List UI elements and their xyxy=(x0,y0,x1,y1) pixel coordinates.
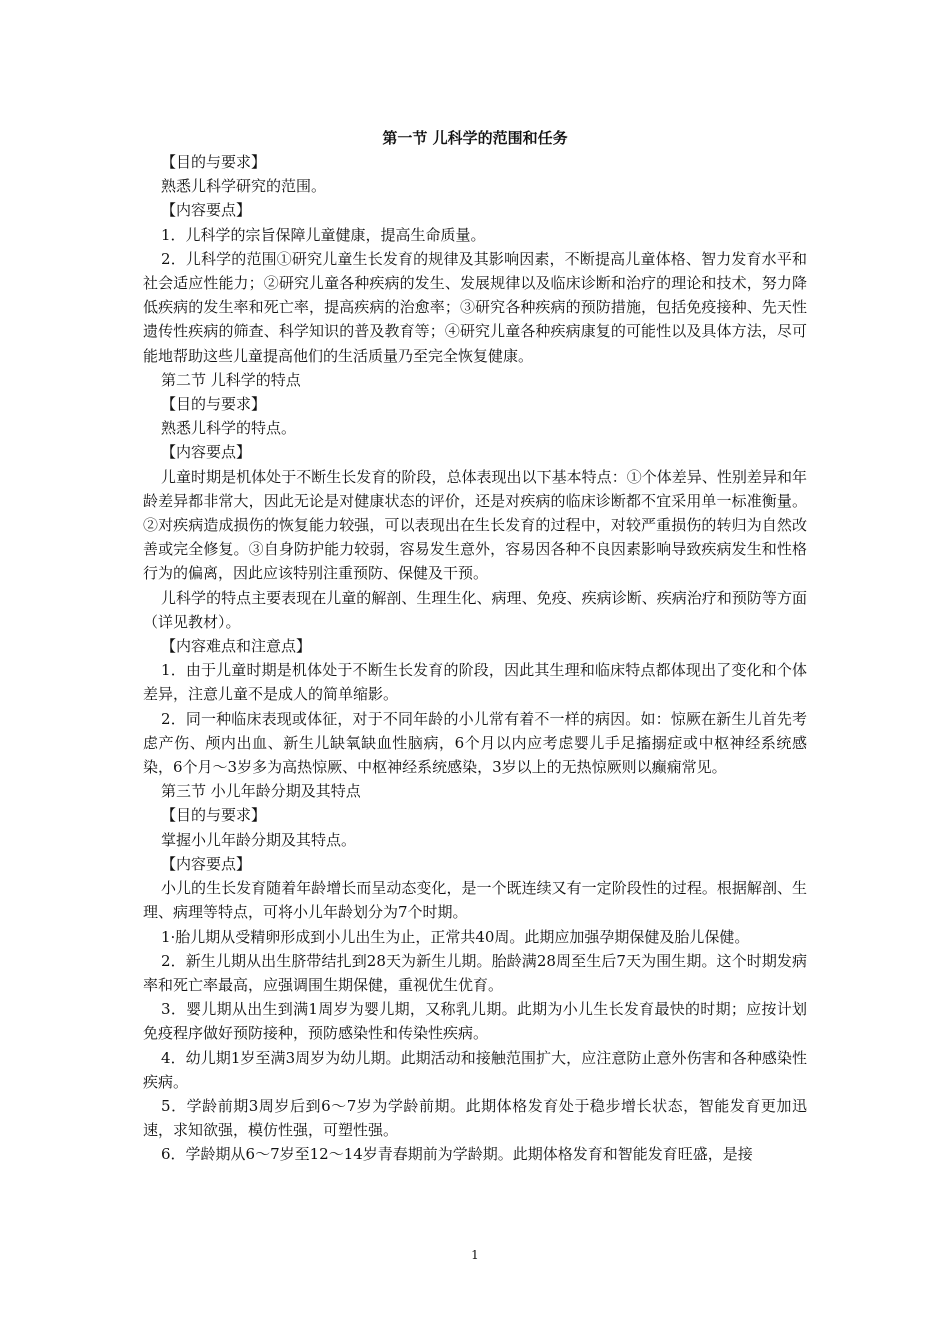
heading-goals: 【目的与要求】 xyxy=(161,153,267,171)
heading-difficulties: 【内容难点和注意点】 xyxy=(161,637,312,656)
heading-key-points: 【内容要点】 xyxy=(161,443,252,462)
paragraph: 小儿的生长发育随着年龄增长而呈动态变化，是一个既连续又有一定阶段性的过程。根据解剖、生理、病理等特点，可将小儿年龄划分为7个时期。 xyxy=(143,879,807,922)
page-number: 1 xyxy=(471,1248,479,1262)
section-heading: 第三节 小儿年龄分期及其特点 xyxy=(161,782,361,801)
paragraph: 熟悉儿科学的特点。 xyxy=(161,419,297,438)
paragraph: 1．儿科学的宗旨保障儿童健康，提高生命质量。 xyxy=(161,225,486,244)
heading-key-points: 【内容要点】 xyxy=(161,854,252,873)
paragraph: 2．儿科学的范围①研究儿童生长发育的规律及其影响因素，不断提高儿童体格、智力发育水平和社会适应性能力；②研究儿童各种疾病的发生、发展规律以及临床诊断和治疗的理论和技术，努力降低疾病的发生率和死亡率，提高疾病的治愈率；③研究各种疾病的预防措施，包括免疫接种、先天性遗传性疾病的筛查、科学知识的普及教育等；④研究儿童各种疾病康复的可能性以及具体方法，尽可能地帮助这些儿童提高他们的生活质量乃至完全恢复健康。 xyxy=(143,249,807,365)
document-body xyxy=(143,150,807,1167)
paragraph: 5．学龄前期3周岁后到6～7岁为学龄前期。此期体格发育处于稳步增长状态，智能发育更加迅速，求知欲强，模仿性强，可塑性强。 xyxy=(143,1096,807,1140)
paragraph: 1．由于儿童时期是机体处于不断生长发育的阶段，因此其生理和临床特点都体现出了变化和个体差异，注意儿童不是成人的简单缩影。 xyxy=(143,661,807,704)
paragraph: 4．幼儿期1岁至满3周岁为幼儿期。此期活动和接触范围扩大，应注意防止意外伤害和各种感染性疾病。 xyxy=(143,1048,807,1091)
heading-goals: 【目的与要求】 xyxy=(161,806,267,825)
heading-goals: 【目的与要求】 xyxy=(161,395,267,414)
paragraph: 1·胎儿期从受精卵形成到小儿出生为止，正常共40周。此期应加强孕期保健及胎儿保健。 xyxy=(161,927,750,946)
section-title: 第一节 儿科学的范围和任务 xyxy=(382,129,568,147)
section-heading: 第二节 儿科学的特点 xyxy=(161,370,301,389)
paragraph: 2．同一种临床表现或体征，对于不同年龄的小儿常有着不一样的病因。如：惊厥在新生儿首先考虑产伤、颅内出血、新生儿缺氧缺血性脑病，6个月以内应考虑婴儿手足搐搦症或中枢神经系统感染，6个月～3岁多为高热惊厥、中枢神经系统感染，3岁以上的无热惊厥则以癫痫常见。 xyxy=(143,709,807,777)
paragraph: 儿童时期是机体处于不断生长发育的阶段，总体表现出以下基本特点：①个体差异、性别差异和年龄差异都非常大，因此无论是对健康状态的评价，还是对疾病的临床诊断都不宜采用单一标准衡量。②对疾病造成损伤的恢复能力较强，可以表现出在生长发育的过程中，对较严重损伤的转归为自然改善或完全修复。③自身防护能力较弱，容易发生意外，容易因各种不良因素影响导致疾病发生和性格行为的偏离，因此应该特别注重预防、保健及干预。 xyxy=(143,467,807,583)
paragraph: 儿科学的特点主要表现在儿童的解剖、生理生化、病理、免疫、疾病诊断、疾病治疗和预防等方面（详见教材）。 xyxy=(143,588,807,631)
paragraph: 熟悉儿科学研究的范围。 xyxy=(161,177,327,196)
paragraph: 6．学龄期从6～7岁至12～14岁青春期前为学龄期。此期体格发育和智能发育旺盛，是接 xyxy=(161,1145,753,1164)
heading-key-points: 【内容要点】 xyxy=(161,201,252,220)
paragraph: 3．婴儿期从出生到满1周岁为婴儿期，又称乳儿期。此期为小儿生长发育最快的时期；应按计划免疫程序做好预防接种，预防感染性和传染性疾病。 xyxy=(143,1000,807,1043)
paragraph: 2．新生儿期从出生脐带结扎到28天为新生儿期。胎龄满28周至生后7天为围生期。这个时期发病率和死亡率最高，应强调围生期保健，重视优生优育。 xyxy=(143,951,807,994)
paragraph: 掌握小儿年龄分期及其特点。 xyxy=(161,830,357,849)
